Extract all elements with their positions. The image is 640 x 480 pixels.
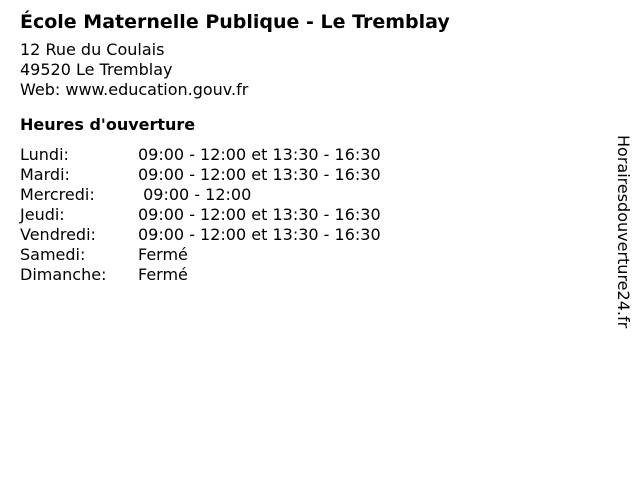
hours-row-saturday	[20, 245, 600, 265]
day-label: Lundi:	[20, 145, 69, 164]
hours-row-thursday	[20, 205, 600, 225]
hours-row-monday	[20, 145, 600, 165]
time-value: Fermé	[138, 245, 188, 264]
day-label: Samedi:	[20, 245, 86, 264]
opening-hours-list	[20, 145, 600, 285]
time-value: 09:00 - 12:00 et 13:30 - 16:30	[138, 165, 381, 184]
day-label: Dimanche:	[20, 265, 107, 284]
opening-hours-heading: Heures d'ouverture	[20, 115, 196, 134]
time-value: 09:00 - 12:00 et 13:30 - 16:30	[138, 225, 381, 244]
time-value: 09:00 - 12:00 et 13:30 - 16:30	[138, 145, 381, 164]
hours-row-wednesday	[20, 185, 600, 205]
address-street: 12 Rue du Coulais	[20, 40, 165, 59]
time-value: 09:00 - 12:00 et 13:30 - 16:30	[138, 205, 381, 224]
website-line: Web: www.education.gouv.fr	[20, 80, 249, 99]
time-value: 09:00 - 12:00	[138, 185, 252, 204]
day-label: Mardi:	[20, 165, 70, 184]
hours-row-tuesday	[20, 165, 600, 185]
day-label: Vendredi:	[20, 225, 96, 244]
school-title: École Maternelle Publique - Le Tremblay	[20, 11, 450, 33]
time-value: Fermé	[138, 265, 188, 284]
hours-row-friday	[20, 225, 600, 245]
address-city: 49520 Le Tremblay	[20, 60, 173, 79]
day-label: Jeudi:	[20, 205, 65, 224]
school-info-card	[20, 8, 600, 285]
hours-row-sunday	[20, 265, 600, 285]
site-watermark: Horairesdouverture24.fr	[614, 135, 633, 329]
day-label: Mercredi:	[20, 185, 95, 204]
